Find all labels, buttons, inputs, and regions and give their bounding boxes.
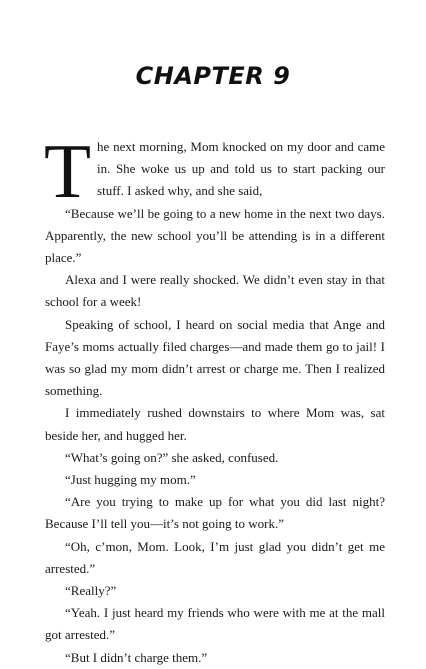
paragraph: “Yeah. I just heard my friends who were with me at the mall got arrested.” — [45, 605, 385, 643]
paragraph: I immediately rushed downstairs to where Mom was, sat beside her, and hugged her. — [45, 405, 385, 443]
paragraph: “But I didn’t charge them.” — [65, 649, 208, 665]
paragraph: “Are you trying to make up for what you did last night? Because I’ll tell you—it’s not going to work.” — [45, 494, 385, 532]
paragraph: “Because we’ll be going to a new home in the next two days. Apparently, the new school you’ll be attending is in a different place.” — [45, 205, 385, 266]
paragraph — [44, 128, 385, 214]
paragraph: “Oh, c’mon, Mom. Look, I’m just glad you didn’t get me arrested.” — [45, 538, 385, 576]
paragraph-text: he next morning, Mom knocked on my door and came in. She woke us up and told us to start packing our stuff. I asked why, and she said, — [97, 139, 385, 199]
paragraph: “Really?” — [65, 583, 117, 599]
paragraph: “Just hugging my mom.” — [65, 472, 196, 488]
paragraph: “What’s going on?” she asked, confused. — [65, 449, 279, 465]
chapter-body — [44, 128, 385, 669]
drop-cap: T — [44, 128, 92, 214]
paragraph: Alexa and I were really shocked. We didn’t even stay in that school for a week! — [45, 272, 385, 310]
chapter-title: CHAPTER 9 — [135, 62, 291, 90]
paragraph: Speaking of school, I heard on social media that Ange and Faye’s moms actually filed charges—and made them go to jail! I was so glad my mom didn’t arrest or charge me. Then I realized something. — [45, 316, 385, 399]
